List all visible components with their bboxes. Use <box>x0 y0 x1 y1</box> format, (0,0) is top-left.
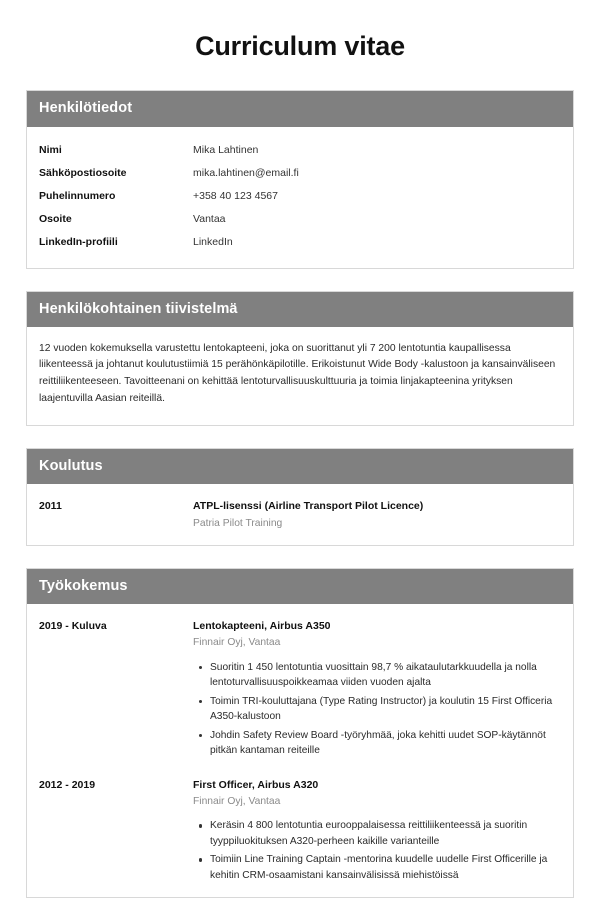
page-title: Curriculum vitae <box>195 31 405 61</box>
section-header-education: Koulutus <box>27 449 573 484</box>
section-header-personal-details: Henkilötiedot <box>27 91 573 126</box>
personal-details-body <box>27 127 573 268</box>
summary-body <box>27 327 573 426</box>
entry-title: ATPL-lisenssi (Airline Transport Pilot Licence) <box>193 500 424 513</box>
summary-text: 12 vuoden kokemuksella varustettu lentokapteeni, joka on suorittanut yli 7 200 lentotuntia kaupallisessa liikenteessä ja johtanut koulutustiimiä 15 perähönkäpilotille. Erikoistunut Wide Body -kalustoon ja kansainväliseen reittiliikenteeseen. Tavoitteenani on kehittää lentoturvallisuuskulttuuria ja toimia linjakapteenina yrityksen laajentuvilla Aasian reiteillä. <box>39 342 556 404</box>
entry-period: 2012 - 2019 <box>39 778 96 791</box>
personal-details-table <box>39 139 561 254</box>
list-item: Toimiin Line Training Captain -mentorina kuudelle uudelle First Officerille ja kehitin CRM-osaamistani kansainvälisissä miehistöissä <box>210 852 561 883</box>
entry-organization: Finnair Oyj, Vantaa <box>193 637 281 649</box>
table-row <box>39 139 561 162</box>
entry-main <box>193 499 561 531</box>
work-entry <box>39 616 561 759</box>
entry-bullet-list <box>193 660 561 759</box>
linkedin-profile-value[interactable]: LinkedIn <box>193 236 233 249</box>
list-item: Keräsin 4 800 lentotuntia eurooppalaisessa reittiliikenteessä ja suoritin tyyppiluokituksen A320-perheen kaikille varianteille <box>210 818 561 849</box>
info-label: LinkedIn-profiili <box>39 236 118 249</box>
info-value: mika.lahtinen@email.fi <box>193 167 299 180</box>
work-experience-body <box>27 604 573 897</box>
info-value: +358 40 123 4567 <box>193 190 278 203</box>
entry-period: 2011 <box>39 500 62 513</box>
entry-period: 2019 - Kuluva <box>39 620 107 633</box>
section-header-summary: Henkilökohtainen tiivistelmä <box>27 292 573 327</box>
entry-main <box>193 778 561 884</box>
work-entry <box>39 775 561 884</box>
info-label: Nimi <box>39 144 62 157</box>
entry-organization: Patria Pilot Training <box>193 517 283 529</box>
section-personal-details <box>26 90 574 268</box>
info-label: Osoite <box>39 213 72 226</box>
info-label: Sähköpostiosoite <box>39 167 127 180</box>
list-item: Suoritin 1 450 lentotuntia vuosittain 98,7 % aikataulutarkkuudella ja nolla lentoturvallisuuspoikkeamaa viiden vuoden ajalta <box>210 660 561 691</box>
info-value: Vantaa <box>193 213 226 226</box>
list-item: Johdin Safety Review Board -työryhmää, joka kehitti uudet SOP-käytännöt pitkän kantaman reiteille <box>210 728 561 759</box>
entry-organization: Finnair Oyj, Vantaa <box>193 795 281 807</box>
education-body <box>27 484 573 545</box>
entry-title: Lentokapteeni, Airbus A350 <box>193 620 331 633</box>
section-summary <box>26 291 574 427</box>
table-row <box>39 185 561 208</box>
table-row <box>39 162 561 185</box>
list-item: Toimin TRI-kouluttajana (Type Rating Instructor) ja koulutin 15 First Officeria A350-kalustoon <box>210 694 561 725</box>
entry-bullet-list <box>193 818 561 883</box>
section-education <box>26 448 574 546</box>
info-label: Puhelinnumero <box>39 190 116 203</box>
education-entry <box>39 496 561 531</box>
section-work-experience <box>26 568 574 898</box>
section-header-work-experience: Työkokemus <box>27 569 573 604</box>
info-value: Mika Lahtinen <box>193 144 259 157</box>
entry-title: First Officer, Airbus A320 <box>193 778 319 791</box>
table-row <box>39 231 561 254</box>
entry-main <box>193 619 561 759</box>
table-row <box>39 208 561 231</box>
